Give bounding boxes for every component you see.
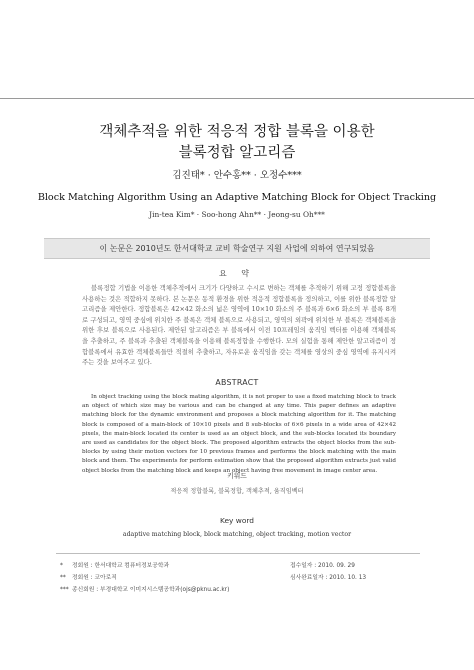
- affiliation-note: [60, 572, 280, 584]
- keywords-english: adaptive matching block, block matching, object tracking, motion vector: [122, 531, 352, 538]
- received-date: 접수일자 : 2010. 09. 29: [290, 563, 355, 569]
- abstract-korean: 블록정합 기법을 이용한 객체추적에서 크기가 다양하고 수시로 변하는 객체를 추적하기 위해 고정 정합블록을 사용하는 것은 적합하지 못하다. 본 논문은 동적 환경을 위한 적응적 정합블록을 정의하고, 이를 위한 블록정합 알고리즘을 제안한다. 정합블록은 42×42 화소의 넓은 영역에 10×10 화소의 주 블록과 6×6 화소의 부 블록 8개로 구성되고, 영역 중심에 위치한 주 블록은 객체 블록으로 사용되고, 영역의 외곽에 위치한 부 블록은 객체블록을 위한 후보 블록으로 사용된다. 제안된 알고리즘은 부 블록에서 이전 10프레임의 움직임 벡터를 이용해 객체블록을 추출하고, 주 블록과 추출된 객체블록을 이용해 블록정합을 수행한다. 모의 실험을 통해 제안한 알고리즘이 정합블록에서 유효한 객체블록들만 적절히 추출하고, 자유로운 움직임을 갖는 객체를 영상의 중심 영역에 유지시켜 주는 것을 보여주고 있다.: [82, 284, 396, 367]
- affiliation-text: 정회원 : 한서대학교 컴퓨터정보공학과: [72, 563, 170, 569]
- keywords-korean-heading: 키워드: [227, 472, 247, 480]
- authors-korean: 김진태* · 안수홍** · 오정수***: [172, 170, 302, 181]
- paper-title-english: Block Matching Algorithm Using an Adaptive Matching Block for Object Tracking: [37, 192, 437, 203]
- footnote-mark: **: [60, 575, 66, 581]
- affiliation-footnotes: [60, 560, 280, 596]
- abstract-english: In object tracking using the block mating algorithm, it is not proper to use a fixed matching block to track an object of which size may be various and can be changed at any time. This paper defines an adaptive matching block for the dynamic environment and proposes a block matching algorithm for it. The matching block is composed of a main-block of 10×10 pixels and 8 sub-blocks of 6×6 pixels in a wide area of 42×42 pixels, the main-block located its center is used as an object block, and the sub-blocks located its boundary are used as candidates for the object block. The proposed algorithm extracts the object blocks from the sub-blocks by using their motion vectors for 10 previous frames and performs the block matching with the main block and them. The experiments for perform estimation show that the proposed algorithm extracts just valid object blocks from the matching block and keeps an object having free movement in image center area.: [82, 394, 396, 474]
- abstract-english-heading: ABSTRACT: [215, 378, 259, 387]
- funding-note: 이 논문은 2010년도 한서대학교 교비 학술연구 지원 사업에 의하여 연구되었음: [99, 244, 375, 253]
- header-rule: [0, 98, 474, 99]
- affiliation-text: 종신회원 : 부경대학교 이미지시스템공학과(ojs@pknu.ac.kr): [72, 587, 230, 593]
- footnote-mark: *: [60, 563, 63, 569]
- footnote-rule: [56, 553, 420, 554]
- title-line-1: 객체추적을 위한 적응적 정합 블록을 이용한: [99, 124, 375, 140]
- keywords-korean: 적응적 정합블록, 블록정합, 객체추적, 움직임벡터: [170, 488, 304, 495]
- keywords-english-heading: Key word: [220, 516, 254, 525]
- affiliation-note: [60, 560, 280, 572]
- accepted-date: 심사완료일자 : 2010. 10. 13: [290, 575, 367, 581]
- affiliation-text: 정회원 : 코아로직: [72, 575, 117, 581]
- paper-title-korean: [30, 122, 444, 164]
- footnote-mark: ***: [60, 587, 69, 593]
- abstract-korean-heading: 요 약: [219, 269, 255, 278]
- funding-note-bar: [44, 238, 430, 259]
- authors-english: Jin-tea Kim* · Soo-hong Ahn** · Jeong-su Oh***: [149, 210, 325, 219]
- title-line-2: 블록정합 알고리즘: [178, 145, 296, 161]
- submission-dates: [290, 560, 440, 584]
- affiliation-note: [60, 584, 280, 596]
